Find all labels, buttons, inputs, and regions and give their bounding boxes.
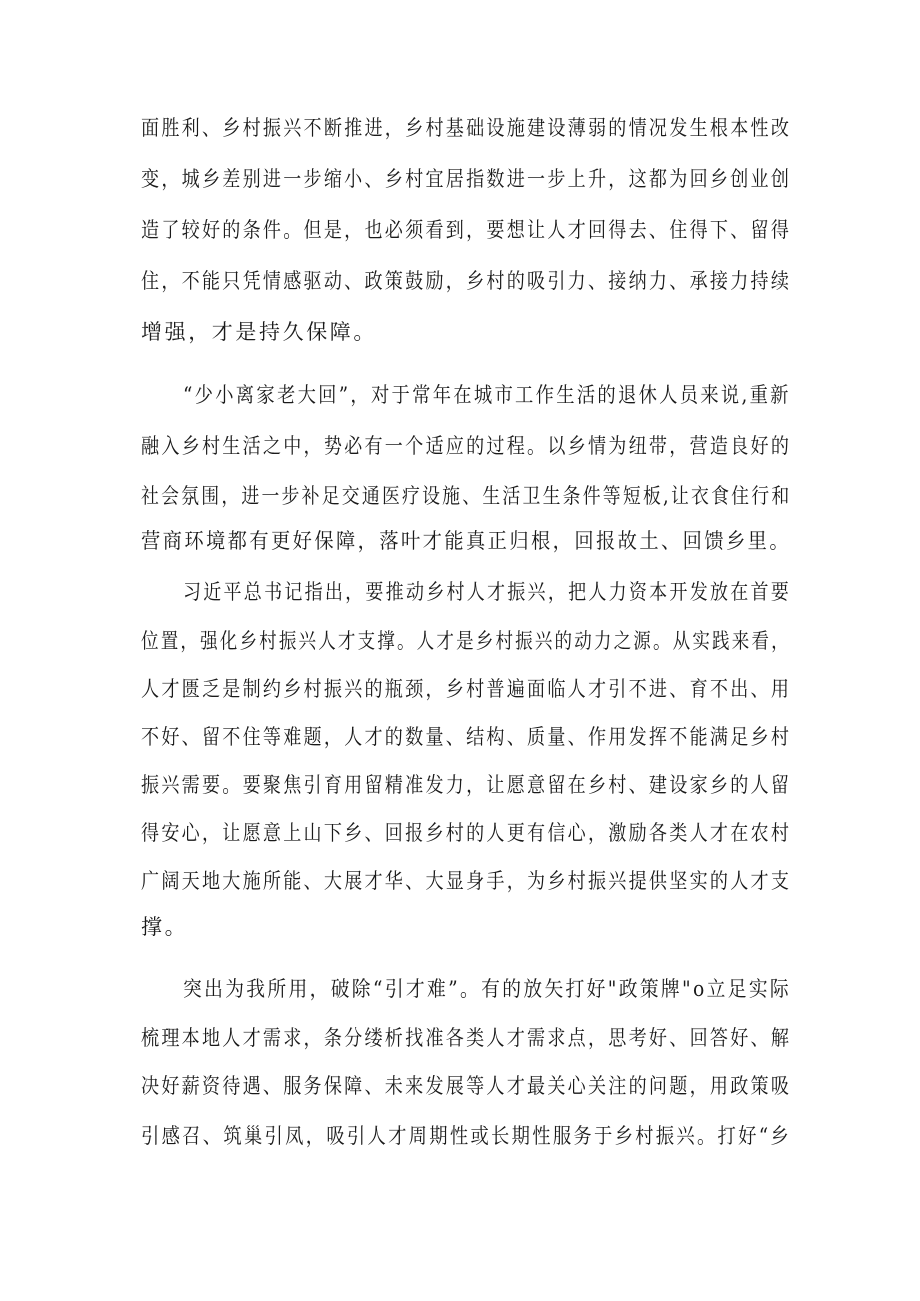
paragraph-2-line-2: 融入乡村生活之中，势必有一个适应的过程。以乡情为纽带，营造良好的 — [141, 434, 792, 458]
paragraph-3-line-3: 人才匮乏是制约乡村振兴的瓶颈，乡村普遍面临人才引不进、育不出、用 — [141, 677, 792, 701]
paragraph-4-line-4: 引感召、筑巢引凤，吸引人才周期性或长期性服务于乡村振兴。打好“乡 — [141, 1124, 791, 1148]
paragraph-3-line-1: 习近平总书记指出，要推动乡村人才振兴，把人力资本开发放在首要 — [183, 580, 792, 604]
paragraph-4-line-3: 决好薪资待遇、服务保障、未来发展等人才最关心关注的问题，用政策吸 — [141, 1074, 792, 1098]
paragraph-2-line-4: 营商环境都有更好保障，落叶才能真正归根，回报故土、回馈乡里。 — [141, 529, 792, 553]
paragraph-4-line-2: 梳理本地人才需求，条分缕析找准各类人才需求点，思考好、回答好、解 — [141, 1026, 792, 1050]
paragraph-3-line-2: 位置，强化乡村振兴人才支撑。人才是乡村振兴的动力之源。从实践来看， — [141, 629, 791, 653]
paragraph-1-line-4: 住，不能只凭情感驱动、政策鼓励，乡村的吸引力、接纳力、承接力持续 — [141, 269, 792, 293]
paragraph-3-line-6: 得安心，让愿意上山下乡、回报乡村的人更有信心，激励各类人才在农村 — [141, 821, 792, 845]
paragraph-1-line-2: 变，城乡差别进一步缩小、乡村宜居指数进一步上升，这都为回乡创业创 — [141, 167, 792, 191]
paragraph-1-line-1: 面胜利、乡村振兴不断推进，乡村基础设施建设薄弱的情况发生根本性改 — [141, 116, 792, 140]
paragraph-1-line-5: 增强，才是持久保障。 — [141, 320, 377, 344]
paragraph-3-line-5: 振兴需要。要聚焦引育用留精准发力，让愿意留在乡村、建设家乡的人留 — [141, 773, 792, 797]
paragraph-2-line-3: 社会氛围，进一步补足交通医疗设施、生活卫生条件等短板,让衣食住行和 — [141, 484, 792, 508]
paragraph-4-line-1: 突出为我所用，破除“引才难”。有的放矢打好"政策牌"o立足实际 — [183, 977, 792, 1001]
paragraph-2-line-1: “少小离家老大回”，对于常年在城市工作生活的退休人员来说,重新 — [183, 383, 791, 407]
paragraph-1-line-3: 造了较好的条件。但是，也必须看到，要想让人才回得去、住得下、留得 — [141, 218, 792, 242]
paragraph-3-line-8: 撑。 — [141, 915, 189, 939]
paragraph-3-line-4: 不好、留不住等难题，人才的数量、结构、质量、作用发挥不能满足乡村 — [141, 725, 792, 749]
paragraph-3-line-7: 广阔天地大施所能、大展才华、大显身手，为乡村振兴提供坚实的人才支 — [141, 869, 792, 893]
